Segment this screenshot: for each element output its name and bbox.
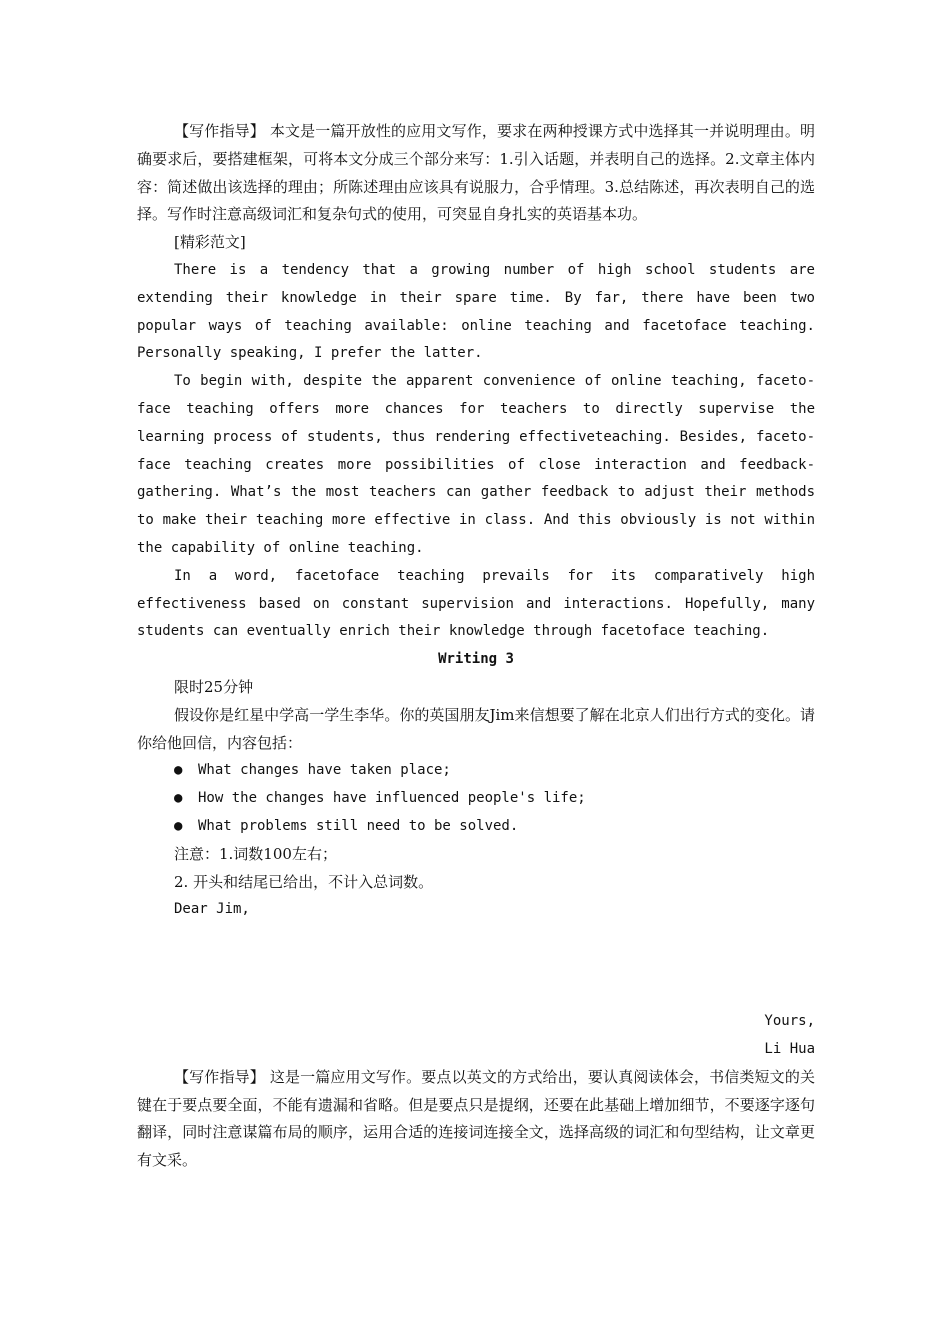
document-page [137, 118, 815, 1175]
guide-heading: 【写作指导】 [174, 122, 265, 140]
section-title: Writing 3 [438, 651, 514, 668]
bullet-item: ● What problems still need to be solved. [137, 813, 815, 841]
guide-text: 本文是一篇开放性的应用文写作，要求在两种授课方式中选择其一并说明理由。明确要求后，要搭建框架，可将本文分成三个部分来写：1.引入话题，并表明自己的选择。2.文章主体内容：简述做出该选择的理由；所陈述理由应该具有说服力，合乎情理。3.总结陈述，再次表明自己的选择。写作时注意高级词汇和复杂句式的使用，可突显自身扎实的英语基本功。 [137, 122, 815, 224]
time-limit: 限时25分钟 [174, 677, 254, 696]
letter-greeting: Dear Jim, [174, 901, 250, 918]
bullet-icon: ● [174, 762, 183, 779]
letter-signature: Li Hua [764, 1040, 815, 1057]
sample-label: [精彩范文] [174, 233, 246, 252]
essay-paragraph-3: In a word, facetoface teaching prevails for its comparatively high effectiveness based on constant supervision and interactions. Hopefully, many students can eventually enrich their knowledge through facetoface teaching. [137, 567, 815, 640]
note-2: 2. 开头和结尾已给出，不计入总词数。 [174, 872, 434, 891]
note-1: 注意：1.词数100左右； [174, 844, 337, 863]
letter-closing: Yours, [764, 1013, 815, 1030]
essay-paragraph-2: To begin with, despite the apparent convenience of online teaching, faceto-face teaching offers more chances for teachers to directly supervise the learning process of students, thus rendering effectiveteaching. Besides, faceto-face teaching creates more possibilities of close interaction and feedback-gathering. What’s the most teachers can gather feedback to adjust their methods to make their teaching more effective in class. And this obviously is not within the capability of online teaching. [137, 373, 815, 556]
writing-guide-paragraph-2 [137, 1064, 815, 1175]
guide-heading: 【写作指导】 [174, 1067, 265, 1086]
task-prompt: 假设你是红星中学高一学生李华。你的英国朋友Jim来信想要了解在北京人们出行方式的变化。请你给他回信，内容包括： [137, 705, 815, 752]
essay-paragraph-1: There is a tendency that a growing number of high school students are extending their knowledge in their spare time. By far, there have been two popular ways of teaching available: online teaching and facetoface teaching. Personally speaking, I prefer the latter. [137, 261, 815, 362]
bullet-item: ● What changes have taken place; [137, 757, 815, 785]
letter-body-blank [137, 924, 815, 1008]
bullet-item: ● How the changes have influenced people's life; [137, 785, 815, 813]
bullet-icon: ● [174, 790, 183, 807]
writing-guide-paragraph-1 [137, 118, 815, 229]
bullet-icon: ● [174, 817, 183, 834]
guide-text: 这是一篇应用文写作。要点以英文的方式给出，要认真阅读体会，书信类短文的关键在于要点要全面，不能有遗漏和省略。但是要点只是提纲，还要在此基础上增加细节，不要逐字逐句翻译，同时注意谋篇布局的顺序，运用合适的连接词连接全文，选择高级的词汇和句型结构，让文章更有文采。 [137, 1067, 815, 1170]
